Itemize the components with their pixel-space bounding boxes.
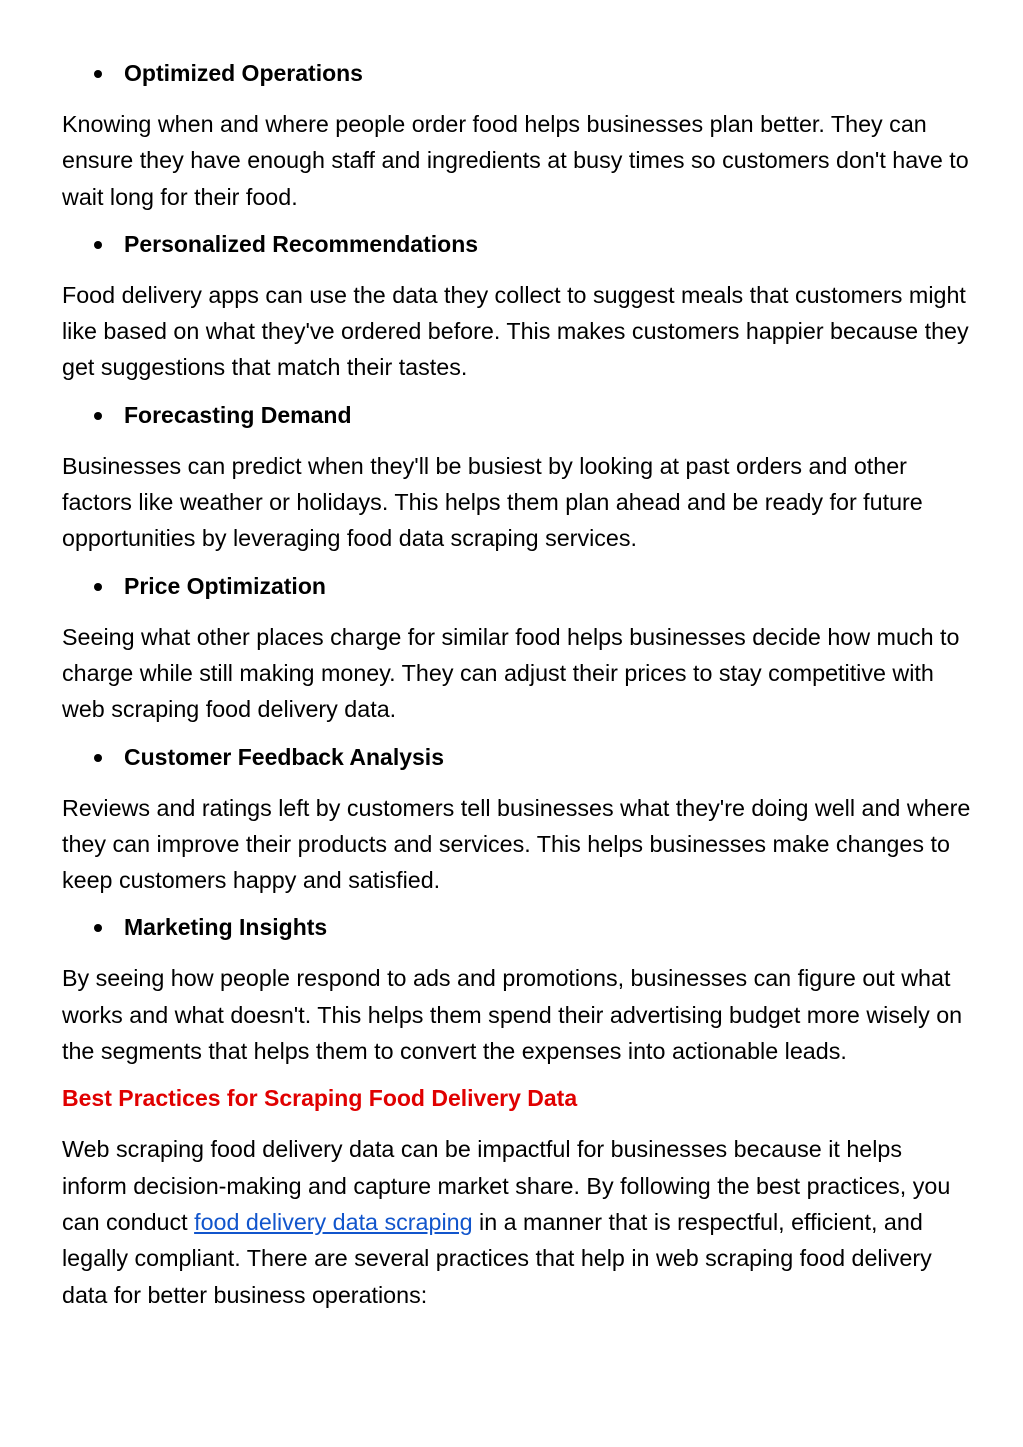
bullet-dot [94,924,102,932]
document-page [62,58,972,1327]
bullet-title: Marketing Insights [124,914,328,941]
intro-text-before-link: Web scraping food delivery data can be impactful for businesses because it helps inform decision-making and capture market share. By following the best practices, you can conduct [62,1136,951,1235]
food-delivery-data-scraping-link[interactable]: food delivery data scraping [194,1208,473,1235]
bullet-heading-optimized-operations [62,58,972,88]
section-heading-best-practices: Best Practices for Scraping Food Delivery Data [62,1085,578,1112]
paragraph-personalized-recommendations: Food delivery apps can use the data they collect to suggest meals that customers might like based on what they've ordered before. This makes customers happier because they get suggestions that match their tastes. [62,281,969,381]
bullet-title: Personalized Recommendations [124,230,479,257]
paragraph-customer-feedback-analysis: Reviews and ratings left by customers tell businesses what they're doing well and where they can improve their products and services. This helps businesses make changes to keep customers happy and satisfied. [62,794,971,894]
bullet-dot [94,412,102,420]
bullet-title: Customer Feedback Analysis [124,743,444,770]
bullet-dot [94,754,102,762]
bullet-dot [94,241,102,249]
bullet-heading-personalized-recommendations [62,229,972,259]
intro-text-after-link: in a manner that is respectful, efficient, and legally compliant. There are several practices that help in web scraping food delivery data for better business operations: [62,1208,932,1308]
paragraph-best-practices-intro [62,1131,972,1312]
paragraph-optimized-operations: Knowing when and where people order food helps businesses plan better. They can ensure they have enough staff and ingredients at busy times so customers don't have to wait long for their food. [62,111,969,210]
bullet-title: Price Optimization [124,572,326,599]
bullet-heading-price-optimization [62,571,972,601]
bullet-dot [94,583,102,591]
bullet-title: Forecasting Demand [124,401,352,428]
paragraph-marketing-insights: By seeing how people respond to ads and promotions, businesses can figure out what works and what doesn't. This helps them spend their advertising budget more wisely on the segments that helps them to convert the expenses into actionable leads. [62,965,963,1065]
paragraph-forecasting-demand: Businesses can predict when they'll be busiest by looking at past orders and other factors like weather or holidays. This helps them plan ahead and be ready for future opportunities by leveraging food data scraping services. [62,452,923,552]
bullet-heading-customer-feedback-analysis [62,742,972,772]
bullet-title: Optimized Operations [124,60,363,86]
bullet-heading-marketing-insights [62,912,972,942]
bullet-dot [94,70,102,78]
bullet-heading-forecasting-demand [62,400,972,430]
paragraph-price-optimization: Seeing what other places charge for similar food helps businesses decide how much to charge while still making money. They can adjust their prices to stay competitive with web scraping food delivery data. [62,623,960,723]
